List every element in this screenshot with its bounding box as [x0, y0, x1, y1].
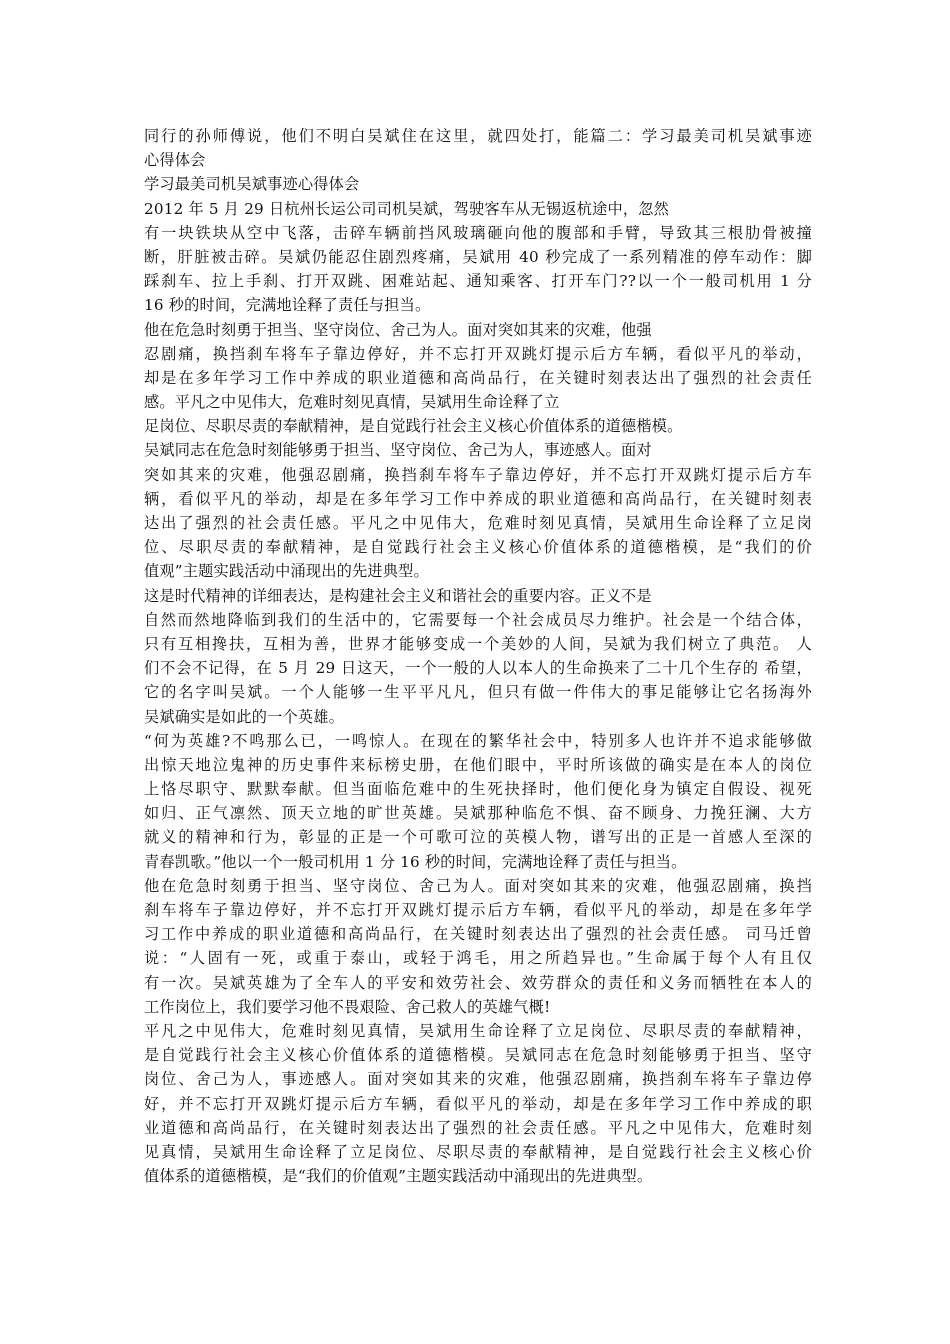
text-line: 同行的孙师傅说，他们不明白吴斌住在这里，就四处打，能篇二：学习最美司机吴斌事迹 — [144, 127, 812, 145]
text-line: 足岗位、尽职尽责的奉献精神，是自觉践行社会主义核心价值体系的道德楷模。 — [144, 417, 683, 436]
text-line: 16 秒的时间，完满地诠释了责任与担当。 — [144, 296, 431, 315]
text-line: 有一块铁块从空中飞落，击碎车辆前挡风玻璃砸向他的腹部和手臂，导致其三根肋骨被撞 — [144, 223, 812, 242]
text-line: 是自觉践行社会主义核心价值体系的道德楷模。吴斌同志在危急时刻能够勇于担当、坚守 — [144, 1046, 812, 1065]
text-line: 位、尽职尽责的奉献精神，是自觉践行社会主义核心价值体系的道德楷模，是“我们的价 — [144, 538, 812, 557]
text-line: 说：“人固有一死，或重于泰山，或轻于鸿毛，用之所趋异也。”生命属于每个人有且仅 — [144, 949, 812, 968]
text-line: 好，并不忘打开双跳灯提示后方车辆，看似平凡的举动，却是在多年学习工作中养成的职 — [144, 1094, 812, 1113]
text-line: 岗位、舍己为人，事迹感人。面对突如其来的灾难，他强忍剧痛，换挡刹车将车子靠边停 — [144, 1070, 812, 1089]
text-line: 自然而然地降临到我们的生活中的，它需要每一个社会成员尽力维护。社会是一个结合体， — [144, 610, 812, 629]
text-line: 只有互相搀扶，互相为善，世界才能够变成一个美妙的人间，吴斌为我们树立了典范。 人 — [144, 634, 812, 653]
text-line: 他在危急时刻勇于担当、坚守岗位、舍己为人。面对突如其来的灾难，他强 — [144, 320, 652, 339]
text-line: “何为英雄?不鸣那么已，一鸣惊人。在现在的繁华社会中，特别多人也许并不追求能够做 — [144, 731, 812, 750]
text-line: 如归、正气凛然、顶天立地的旷世英雄。吴斌那种临危不惧、奋不顾身、力挽狂澜、大方 — [144, 804, 812, 823]
text-line: 就义的精神和行为，彰显的正是一个可歌可泣的英模人物，谱写出的正是一首感人至深的 — [144, 828, 812, 847]
section-title: 学习最美司机吴斌事迹心得体会 — [144, 175, 360, 194]
text-line: 断，肝脏被击碎。吴斌仍能忍住剧烈疼痛，吴斌用 40 秒完成了一系列精准的停车动作：脚 — [144, 247, 812, 266]
text-line: 们不会不记得，在 5 月 29 日这天，一个一般的人以本人的生命换来了二十几个生存的 希望， — [144, 659, 812, 678]
text-line: 辆，看似平凡的举动，却是在多年学习工作中养成的职业道德和高尚品行，在关键时刻表 — [144, 489, 812, 508]
text-line: 心得体会 — [144, 151, 206, 170]
text-line: 他在危急时刻勇于担当、坚守岗位、舍己为人。面对突如其来的灾难，他强忍剧痛，换挡 — [144, 876, 812, 895]
text-line: 这是时代精神的详细表达，是构建社会主义和谐社会的重要内容。正义不是 — [144, 586, 652, 605]
text-line: 忍剧痛，换挡刹车将车子靠边停好，并不忘打开双跳灯提示后方车辆，看似平凡的举动， — [144, 344, 812, 363]
text-line: 吴斌同志在危急时刻能够勇于担当、坚守岗位、舍己为人，事迹感人。面对 — [144, 441, 652, 460]
text-line: 突如其来的灾难，他强忍剧痛，换挡刹车将车子靠边停好，并不忘打开双跳灯提示后方车 — [144, 465, 812, 484]
text-line: 踩刹车、拉上手刹、打开双跳、困难站起、通知乘客、打开车门??以一个一般司机用 1 分 — [144, 272, 812, 291]
text-line: 出惊天地泣鬼神的历史事件来标榜史册，在他们眼中，平时所该做的确实是在本人的岗位 — [144, 755, 812, 774]
text-line: 刹车将车子靠边停好，并不忘打开双跳灯提示后方车辆，看似平凡的举动，却是在多年学 — [144, 901, 812, 919]
text-line: 习工作中养成的职业道德和高尚品行，在关键时刻表达出了强烈的社会责任感。 司马迁曾 — [144, 925, 812, 944]
text-line: 值观”主题实践活动中涌现出的先进典型。 — [144, 562, 429, 581]
text-line: 感。平凡之中见伟大，危难时刻见真情，吴斌用生命诠释了立 — [144, 393, 560, 412]
text-line: 却是在多年学习工作中养成的职业道德和高尚品行，在关键时刻表达出了强烈的社会责任 — [144, 368, 812, 387]
text-line: 2012 年 5 月 29 日杭州长运公司司机吴斌，驾驶客车从无锡返杭途中，忽然 — [144, 199, 670, 218]
text-line: 达出了强烈的社会责任感。平凡之中见伟大，危难时刻见真情，吴斌用生命诠释了立足岗 — [144, 514, 812, 532]
text-line: 业道德和高尚品行，在关键时刻表达出了强烈的社会责任感。平凡之中见伟大，危难时刻 — [144, 1118, 812, 1137]
text-line: 它的名字叫吴斌。一个人能够一生平平凡凡，但只有做一件伟大的事足能够让它名扬海外 — [144, 683, 812, 702]
text-line: 平凡之中见伟大，危难时刻见真情，吴斌用生命诠释了立足岗位、尽职尽责的奉献精神， — [144, 1021, 812, 1040]
text-line: 值体系的道德楷模，是“我们的价值观”主题实践活动中涌现出的先进典型。 — [144, 1167, 653, 1186]
text-line: 青春凯歌。”他以一个一般司机用 1 分 16 秒的时间，完满地诠释了责任与担当。 — [144, 852, 687, 871]
text-line: 见真情，吴斌用生命诠释了立足岗位、尽职尽责的奉献精神，是自觉践行社会主义核心价 — [144, 1142, 812, 1161]
text-line: 有一次。吴斌英雄为了全车人的平安和效劳社会、效劳群众的责任和义务而牺牲在本人的 — [144, 973, 812, 992]
text-line: 吴斌确实是如此的一个英雄。 — [144, 707, 345, 726]
text-line: 工作岗位上，我们要学习他不畏艰险、舍己救人的英雄气概! — [144, 997, 551, 1016]
text-line: 上恪尽职守、默默奉献。但当面临危难中的生死抉择时，他们便化身为镇定自假设、视死 — [144, 780, 812, 799]
document-body — [144, 124, 812, 1188]
